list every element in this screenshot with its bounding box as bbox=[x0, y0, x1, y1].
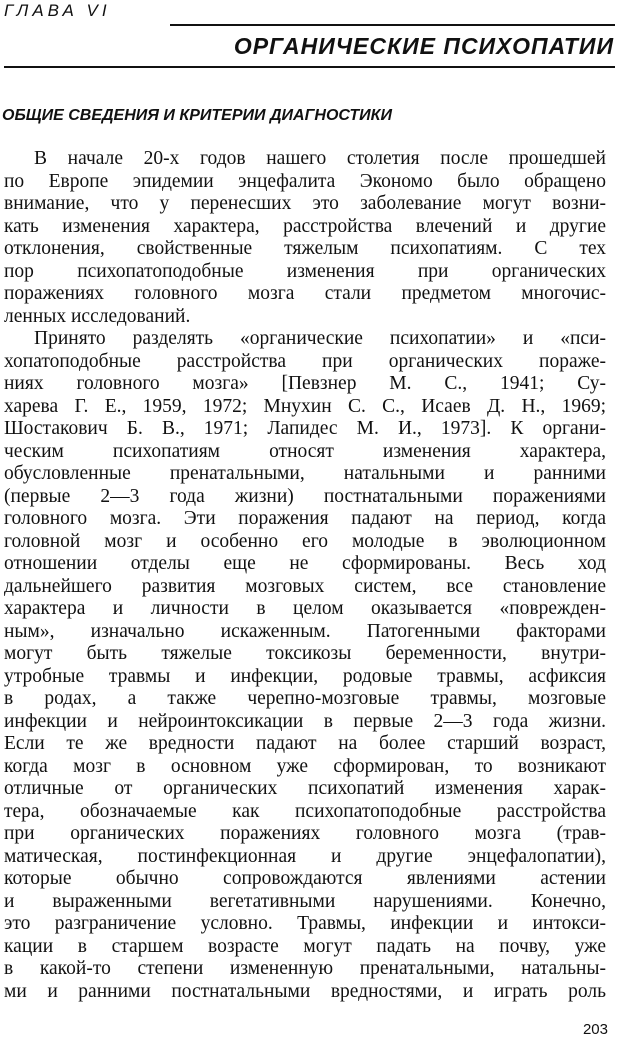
text-line: внимание, что у перенесших это заболевание могут возни- bbox=[4, 193, 606, 214]
header-rule-bottom bbox=[4, 66, 615, 68]
text-line: тера, обозначаемые как психопатоподобные расстройства bbox=[4, 800, 606, 822]
text-line: по Европе эпидемии энцефалита Экономо было обращено bbox=[4, 170, 606, 192]
text-line: могут быть тяжелые токсикозы беременности, внутри- bbox=[4, 643, 606, 664]
chapter-label: ГЛАВА VI bbox=[4, 1, 111, 20]
text-line: (первые 2—3 года жизни) постнатальными поражениями bbox=[4, 485, 606, 507]
text-line: при органических поражениях головного мозга (трав- bbox=[4, 823, 606, 844]
text-line: пор психопатоподобные изменения при органических bbox=[4, 260, 606, 282]
text-line: отклонения, свойственные тяжелым психопатиям. С тех bbox=[4, 238, 606, 259]
text-line: и выраженными вегетативными нарушениями. Конечно, bbox=[4, 890, 606, 912]
text-line: хопатоподобные расстройства при органических пораже- bbox=[4, 350, 606, 372]
text-line: отношении отделы еще не сформированы. Весь ход bbox=[4, 553, 606, 574]
text-line: которые обычно сопровождаются явлениями астении bbox=[4, 868, 606, 889]
text-line: В начале 20-х годов нашего столетия после прошедшей bbox=[34, 148, 606, 169]
text-line: поражениях головного мозга стали предметом многочис- bbox=[4, 283, 606, 304]
header-rule-top bbox=[170, 24, 615, 26]
text-line: харева Г. Е., 1959, 1972; Мнухин С. С., Исаев Д. Н., 1969; bbox=[4, 395, 606, 417]
text-line: ленных исследований. bbox=[4, 305, 191, 327]
section-heading: ОБЩИЕ СВЕДЕНИЯ И КРИТЕРИИ ДИАГНОСТИКИ bbox=[2, 107, 392, 124]
text-line: дальнейшего развития мозговых систем, все становление bbox=[4, 575, 606, 597]
body-text bbox=[4, 148, 606, 1003]
text-line: головного мозга. Эти поражения падают на период, когда bbox=[4, 508, 606, 529]
text-line: в какой-то степени измененную пренатальными, натальны- bbox=[4, 958, 606, 979]
text-line: Принято разделять «органические психопатии» и «пси- bbox=[34, 328, 606, 349]
text-line: обусловленные пренатальными, натальными и ранними bbox=[4, 463, 606, 484]
text-line: ниях головного мозга» [Певзнер М. С., 1941; Су- bbox=[4, 373, 606, 394]
text-line: ми и ранними постнатальными вредностями, и играть роль bbox=[4, 980, 606, 1002]
text-line: отличные от органических психопатий изменения харак- bbox=[4, 778, 606, 799]
text-line: кать изменения характера, расстройства влечений и другие bbox=[4, 215, 606, 237]
text-line: головной мозг и особенно его молодые в эволюционном bbox=[4, 530, 606, 552]
text-line: ным», изначально искаженным. Патогенными факторами bbox=[4, 620, 606, 642]
chapter-title: ОРГАНИЧЕСКИЕ ПСИХОПАТИИ bbox=[233, 33, 614, 59]
text-line: Шостакович Б. В., 1971; Лапидес М. И., 1973]. К органи- bbox=[4, 418, 606, 439]
text-line: инфекции и нейроинтоксикации в первые 2—3 года жизни. bbox=[4, 710, 606, 732]
text-line: кации в старшем возрасте могут падать на почву, уже bbox=[4, 935, 606, 957]
text-line: матическая, постинфекционная и другие энцефалопатии), bbox=[4, 845, 606, 867]
text-line: в родах, а также черепно-мозговые травмы, мозговые bbox=[4, 688, 606, 709]
text-line: когда мозг в основном уже сформирован, то возникают bbox=[4, 755, 606, 777]
text-line: утробные травмы и инфекции, родовые травмы, асфиксия bbox=[4, 665, 606, 687]
text-line: характера и личности в целом оказывается «поврежден- bbox=[4, 598, 606, 619]
page-number: 203 bbox=[582, 1021, 608, 1038]
text-line: это разграничение условно. Травмы, инфекции и интокси- bbox=[4, 913, 606, 934]
text-line: Если те же вредности падают на более старший возраст, bbox=[4, 733, 606, 754]
text-line: ческим психопатиям относят изменения характера, bbox=[4, 440, 606, 462]
